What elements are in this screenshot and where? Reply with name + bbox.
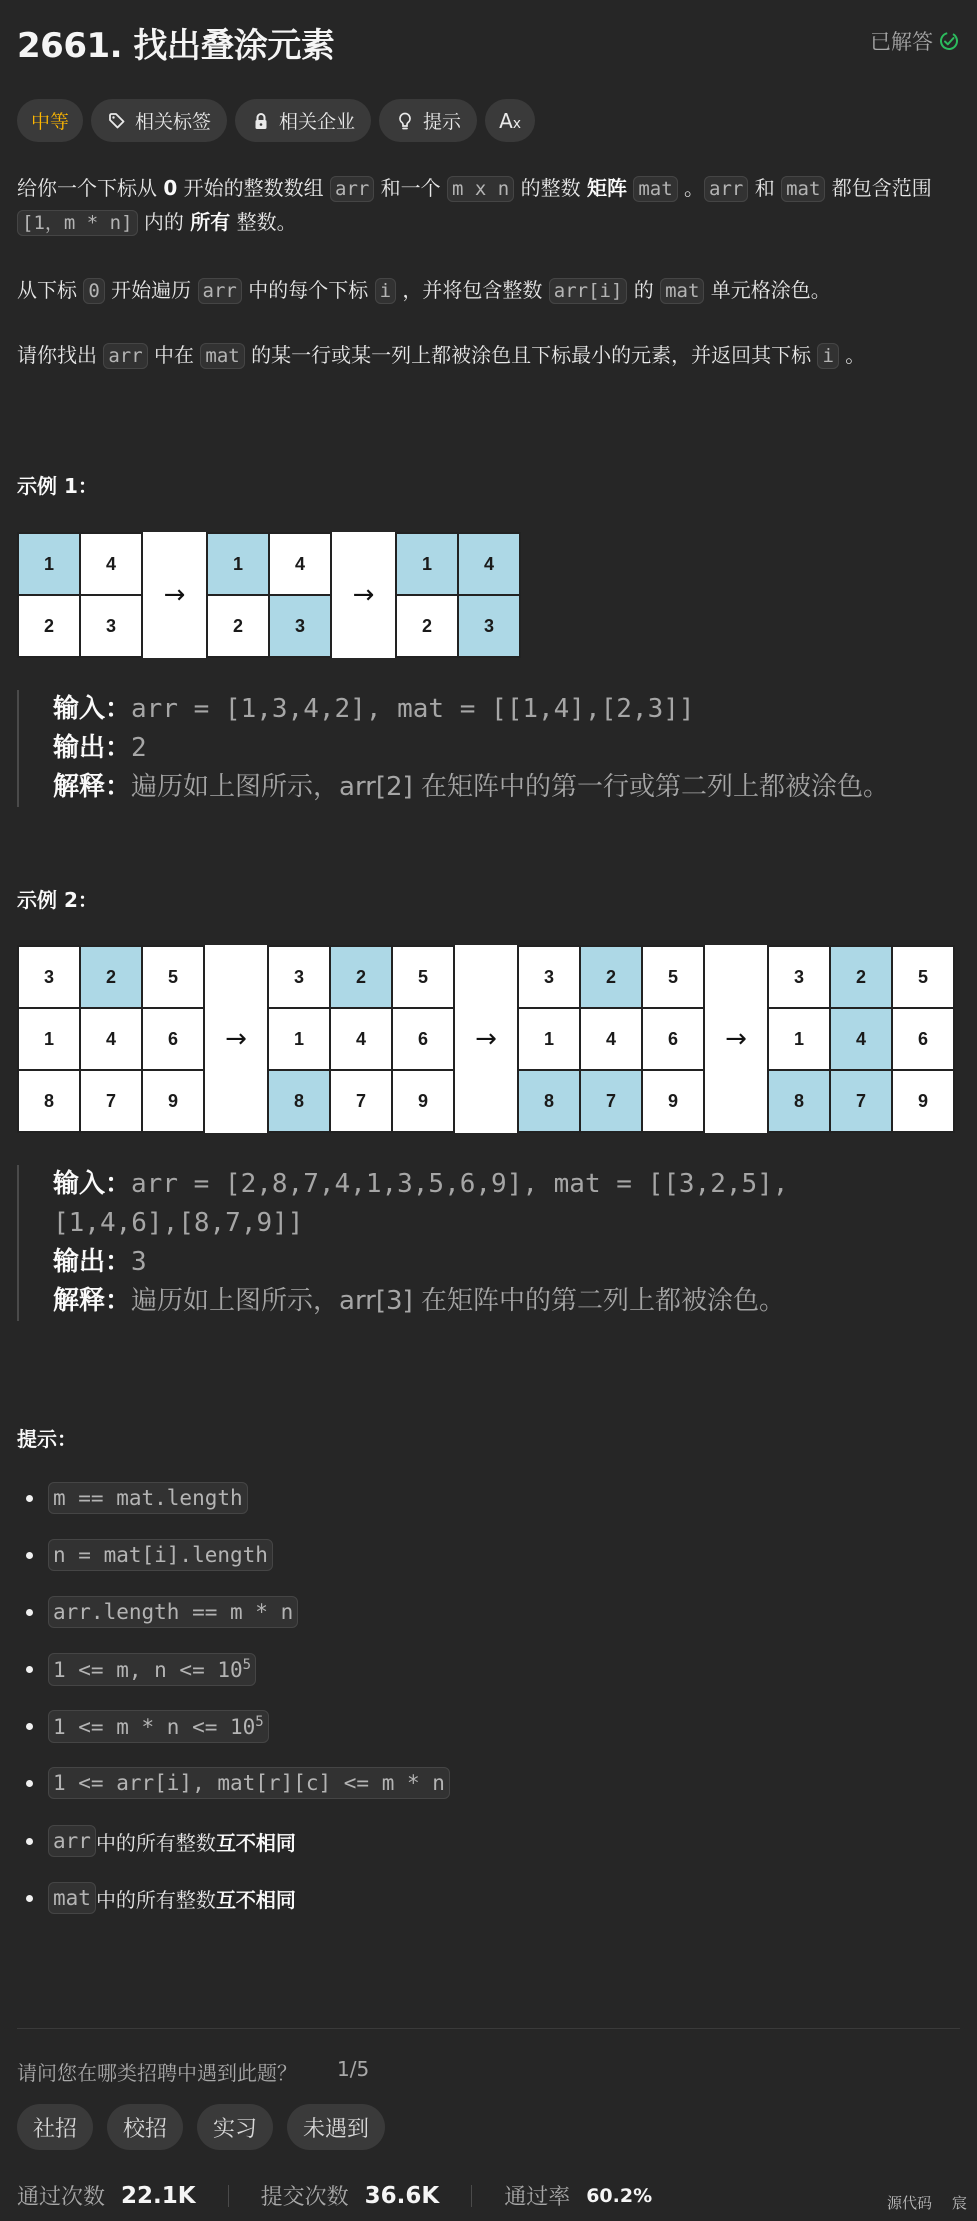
input-value: arr = [2,8,7,4,1,3,5,6,9], mat = [[3,2,5],: [131, 1169, 789, 1199]
inline-code: i: [817, 343, 838, 369]
text: 的某一行或某一列上都被涂色且下标最小的元素，并返回其下标: [244, 343, 818, 367]
constraint-item: [26, 1882, 296, 1914]
matrix-cell: 6: [642, 1008, 704, 1070]
example-2-input-cont: [53, 1204, 957, 1243]
text: 整数。: [230, 210, 297, 234]
constraint-item: [26, 1482, 248, 1514]
input-value: arr = [1,3,4,2], mat = [[1,4],[2,3]]: [131, 694, 695, 724]
divider: [17, 2028, 960, 2029]
matrix-cell: 3: [768, 946, 830, 1008]
inline-code: [1，m * n]: [17, 210, 138, 236]
constraint-item: [26, 1653, 256, 1686]
translate-icon: Ax: [499, 108, 522, 133]
difficulty-badge[interactable]: [17, 99, 83, 142]
example-2-output: [53, 1243, 957, 1282]
output-value: 2: [131, 733, 147, 763]
stats-row: [17, 2180, 652, 2211]
example-2-block: [17, 1165, 957, 1321]
option-internship[interactable]: 实习: [197, 2104, 273, 2150]
inline-code: mat: [48, 1882, 96, 1914]
inline-code: m x n: [447, 176, 514, 202]
inline-code: m == mat.length: [48, 1482, 248, 1514]
matrix-cell: 7: [80, 1070, 142, 1132]
input-label: 输入：: [53, 1169, 132, 1199]
output-label: 输出：: [53, 733, 132, 763]
bullet-icon: [26, 1552, 33, 1559]
text: 中的每个下标: [241, 278, 375, 302]
matrix-cell: 5: [392, 946, 454, 1008]
example-1-image: [17, 532, 521, 658]
inline-code: mat: [200, 343, 244, 369]
inline-code: arr: [330, 176, 374, 202]
survey-page-indicator: 1/5: [337, 2057, 370, 2081]
text: 的整数: [514, 176, 587, 200]
bold-text: 矩阵: [586, 176, 627, 200]
matrix-cell: 9: [642, 1070, 704, 1132]
matrix-step-2: [206, 532, 332, 658]
matrix-cell: 7: [580, 1070, 642, 1132]
text: 中的所有整数: [95, 1830, 216, 1855]
inline-code: arr[i]: [549, 278, 628, 304]
translate-button[interactable]: [485, 99, 535, 142]
bold-text: 互不相同: [215, 1887, 296, 1912]
lock-icon: [251, 111, 271, 131]
arrow-icon: →: [705, 945, 767, 1133]
bullet-icon: [26, 1723, 33, 1730]
inline-code: 0: [83, 278, 104, 304]
matrix-cell: 6: [392, 1008, 454, 1070]
description-paragraph-1: [17, 172, 962, 240]
inline-code: arr: [198, 278, 242, 304]
option-social-hire[interactable]: 社招: [17, 2104, 93, 2150]
text: 单元格涂色。: [704, 278, 831, 302]
acceptance-rate-value: 60.2%: [586, 2184, 653, 2207]
inline-code: arr.length == m * n: [48, 1596, 298, 1628]
related-tags-button[interactable]: [91, 99, 227, 142]
text: 中在: [147, 343, 201, 367]
hint-button[interactable]: [379, 99, 477, 142]
bullet-icon: [26, 1780, 33, 1787]
explanation-label: 解释：: [53, 772, 132, 802]
accepted-value: 22.1K: [121, 2182, 196, 2209]
matrix-cell: 8: [768, 1070, 830, 1132]
explanation-label: 解释：: [53, 1286, 132, 1316]
matrix-cell: 2: [830, 946, 892, 1008]
matrix-cell: 7: [330, 1070, 392, 1132]
matrix-cell: 6: [142, 1008, 204, 1070]
survey-question-row: [17, 2057, 369, 2086]
output-label: 输出：: [53, 1247, 132, 1277]
accepted-label: 通过次数: [17, 2185, 106, 2210]
inline-code: n = mat[i].length: [48, 1539, 273, 1571]
example-1-explanation: [53, 768, 933, 807]
text: 。: [677, 176, 705, 200]
matrix-cell: 2: [580, 946, 642, 1008]
explanation-text: 遍历如上图所示，arr[3] 在矩阵中的第二列上都被涂色。: [131, 1286, 785, 1316]
matrix-cell: 9: [392, 1070, 454, 1132]
survey-options: [17, 2104, 385, 2150]
input-label: 输入：: [53, 694, 132, 724]
text: ，并将包含整数: [396, 278, 549, 302]
matrix-cell: 4: [80, 533, 142, 595]
option-not-encountered[interactable]: 未遇到: [287, 2104, 385, 2150]
check-circle-icon: [939, 31, 959, 51]
output-value: 3: [131, 1247, 147, 1277]
matrix-cell: 4: [269, 533, 331, 595]
author-link[interactable]: 宸: [951, 2194, 967, 2212]
description-paragraph-3: [17, 339, 962, 373]
text: 给你一个下标从: [17, 176, 164, 200]
source-code-link[interactable]: 源代码: [886, 2194, 932, 2212]
solved-status: [870, 26, 959, 56]
matrix-cell: 8: [268, 1070, 330, 1132]
matrix-cell: 1: [268, 1008, 330, 1070]
matrix-cell: 5: [892, 946, 954, 1008]
example-2-heading: 示例 2：: [17, 888, 98, 912]
inline-code: mat: [660, 278, 704, 304]
matrix-cell: 1: [396, 533, 458, 595]
bullet-icon: [26, 1495, 33, 1502]
option-campus-hire[interactable]: 校招: [107, 2104, 183, 2150]
bullet-icon: [26, 1838, 33, 1845]
matrix-step-4: [767, 945, 955, 1133]
matrix-cell: 1: [768, 1008, 830, 1070]
bullet-icon: [26, 1609, 33, 1616]
inline-code: arr: [704, 176, 748, 202]
text: 开始遍历: [104, 278, 198, 302]
matrix-cell: 9: [892, 1070, 954, 1132]
matrix-cell: 1: [18, 1008, 80, 1070]
bold-text: 0: [163, 176, 178, 200]
matrix-cell: 4: [580, 1008, 642, 1070]
matrix-cell: 3: [269, 595, 331, 657]
arrow-icon: →: [455, 945, 517, 1133]
matrix-cell: 5: [642, 946, 704, 1008]
matrix-step-3: [395, 532, 521, 658]
constraint-item: [26, 1767, 450, 1799]
text: 和一个: [374, 176, 448, 200]
hint-label: 提示: [423, 111, 462, 133]
matrix-cell: 3: [80, 595, 142, 657]
matrix-cell: 3: [268, 946, 330, 1008]
matrix-cell: 8: [18, 1070, 80, 1132]
inline-code: $1 <= m * n <= 10^5$: [48, 1710, 269, 1743]
inline-code: 1 <= m, $n <= 10^5$: [48, 1653, 256, 1686]
stats-separator: [471, 2185, 472, 2207]
example-2-input: [53, 1165, 957, 1204]
matrix-cell: 3: [18, 946, 80, 1008]
example-1-input: [53, 690, 957, 729]
matrix-cell: 6: [892, 1008, 954, 1070]
text: 内的: [137, 210, 191, 234]
matrix-cell: 3: [518, 946, 580, 1008]
problem-title: 2661. 找出叠涂元素: [17, 26, 335, 66]
example-2-image: [17, 945, 955, 1133]
text: 中的所有整数: [95, 1887, 216, 1912]
matrix-cell: 3: [458, 595, 520, 657]
matrix-cell: 1: [518, 1008, 580, 1070]
constraint-item: [26, 1596, 298, 1628]
matrix-cell: 2: [18, 595, 80, 657]
arrow-icon: →: [205, 945, 267, 1133]
text: 从下标: [17, 278, 84, 302]
example-1-heading: 示例 1：: [17, 474, 98, 498]
matrix-cell: 4: [80, 1008, 142, 1070]
text: 。: [838, 343, 866, 367]
matrix-cell: 9: [142, 1070, 204, 1132]
matrix-cell: 2: [396, 595, 458, 657]
text: 都包含范围: [825, 176, 932, 200]
description-paragraph-2: [17, 274, 962, 308]
text: 请你找出: [17, 343, 104, 367]
text: 的: [627, 278, 661, 302]
matrix-cell: 5: [142, 946, 204, 1008]
inline-code: arr: [103, 343, 147, 369]
matrix-cell: 8: [518, 1070, 580, 1132]
matrix-cell: 1: [207, 533, 269, 595]
arrow-icon: →: [143, 532, 206, 658]
example-2-explanation: [53, 1282, 957, 1321]
matrix-cell: 2: [207, 595, 269, 657]
matrix-cell: 7: [830, 1070, 892, 1132]
input-value-continued: [1,4,6],[8,7,9]]: [53, 1208, 304, 1238]
matrix-cell: 2: [330, 946, 392, 1008]
acceptance-rate-label: 通过率: [504, 2185, 571, 2210]
bold-text: 所有: [190, 210, 231, 234]
stats-separator: [228, 2185, 229, 2207]
matrix-step-1: [17, 532, 143, 658]
matrix-step-1: [17, 945, 205, 1133]
inline-code: 1 <= arr[i], mat[r][c] <= m * n: [48, 1767, 450, 1799]
related-companies-button[interactable]: [235, 99, 371, 142]
inline-code: arr: [48, 1825, 96, 1857]
bullet-icon: [26, 1895, 33, 1902]
text: 和: [748, 176, 782, 200]
text: 开始的整数数组: [177, 176, 330, 200]
bold-text: 互不相同: [215, 1830, 296, 1855]
footer-links: [887, 2192, 967, 2213]
matrix-cell: 4: [458, 533, 520, 595]
related-companies-label: 相关企业: [279, 111, 356, 133]
solved-label: 已解答: [870, 30, 933, 54]
example-1-output: [53, 729, 957, 768]
related-tags-label: 相关标签: [135, 111, 212, 133]
matrix-cell: 4: [830, 1008, 892, 1070]
constraint-item: [26, 1825, 296, 1857]
arrow-icon: →: [332, 532, 395, 658]
tag-icon: [107, 111, 127, 131]
difficulty-label: 中等: [31, 111, 70, 133]
example-1-block: [17, 690, 957, 807]
inline-code: mat: [781, 176, 825, 202]
constraint-item: [26, 1539, 273, 1571]
submissions-label: 提交次数: [260, 2185, 349, 2210]
constraints-heading: 提示：: [17, 1427, 77, 1451]
matrix-step-2: [267, 945, 455, 1133]
survey-question: 请问您在哪类招聘中遇到此题？: [17, 2061, 297, 2085]
lightbulb-icon: [395, 111, 415, 131]
explanation-text: 遍历如上图所示，arr[2] 在矩阵中的第一行或第二列上都被涂色。: [131, 772, 889, 802]
matrix-cell: 1: [18, 533, 80, 595]
constraint-item: [26, 1710, 269, 1743]
submissions-value: 36.6K: [364, 2182, 440, 2209]
matrix-cell: 4: [330, 1008, 392, 1070]
tag-row: [17, 99, 535, 142]
bullet-icon: [26, 1666, 33, 1673]
matrix-step-3: [517, 945, 705, 1133]
matrix-cell: 2: [80, 946, 142, 1008]
inline-code: mat: [633, 176, 677, 202]
inline-code: i: [375, 278, 396, 304]
